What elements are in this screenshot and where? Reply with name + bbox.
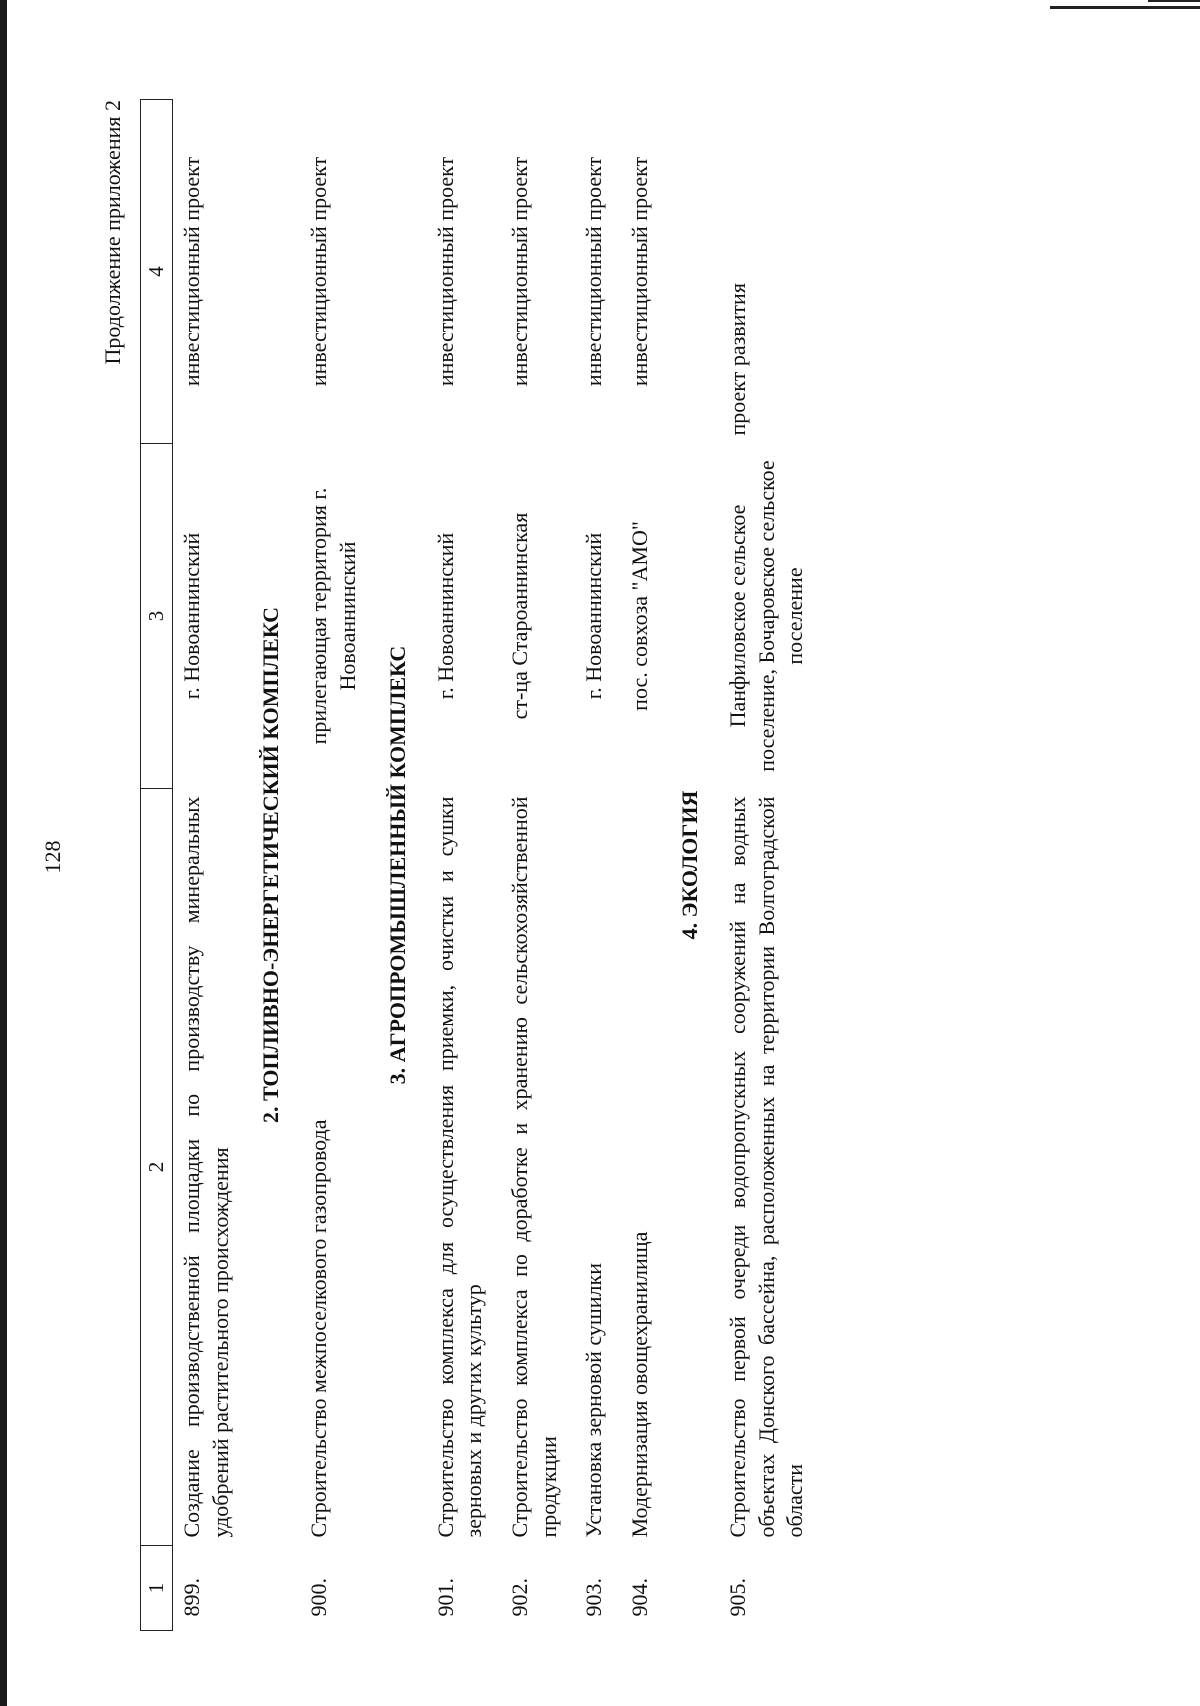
project-type: инвестиционный проект bbox=[179, 156, 205, 387]
project-type: инвестиционный проект bbox=[581, 156, 607, 387]
section-title: 2. ТОПЛИВНО-ЭНЕРГЕТИЧЕСКИЙ КОМПЛЕКС bbox=[258, 606, 284, 1124]
project-location: г. Новоаннинский bbox=[432, 532, 458, 700]
column-header-4: 4 bbox=[141, 100, 173, 444]
project-type: инвестиционный проект bbox=[507, 156, 533, 387]
project-name: Модернизация овощехранилища bbox=[626, 1231, 652, 1538]
table-row bbox=[427, 100, 501, 1631]
row-number: 904. bbox=[626, 1578, 652, 1617]
project-location: Панфиловское сельское поселение, Бочаровское сельское поселение bbox=[725, 460, 808, 772]
section-heading-row bbox=[374, 100, 427, 1631]
project-type: инвестиционный проект bbox=[432, 156, 458, 387]
project-name: Строительство комплекса по доработке и хранению сельскохозяйственной продукции bbox=[507, 796, 561, 1538]
column-header-2: 2 bbox=[141, 789, 173, 1546]
table-row bbox=[300, 100, 374, 1631]
table-row bbox=[575, 100, 621, 1631]
section-heading-row bbox=[247, 100, 300, 1631]
project-type: проект развития bbox=[725, 283, 751, 436]
project-location: г. Новоаннинский bbox=[581, 532, 607, 700]
project-location: пос. совхоза "АМО" bbox=[626, 521, 652, 711]
project-location: г. Новоаннинский bbox=[179, 532, 205, 700]
row-number: 902. bbox=[507, 1578, 533, 1617]
project-name: Строительство комплекса для осуществления приемки, очистки и сушки зерновых и других культур bbox=[432, 796, 487, 1538]
row-number: 899. bbox=[179, 1578, 205, 1617]
project-location: прилегающая территория г. Новоаннинский bbox=[306, 487, 360, 745]
section-title: 4. ЭКОЛОГИЯ bbox=[677, 790, 703, 940]
project-name: Установка зерновой сушилки bbox=[581, 1263, 607, 1538]
table-header-row bbox=[141, 100, 173, 1631]
table-row bbox=[501, 100, 575, 1631]
row-number: 903. bbox=[581, 1578, 607, 1617]
page-number: 128 bbox=[40, 840, 65, 874]
project-name: Создание производственной площадки по производству минеральных удобрений растительного происхождения bbox=[179, 796, 233, 1538]
row-number: 901. bbox=[432, 1578, 458, 1617]
table-row bbox=[621, 100, 667, 1631]
section-heading-row bbox=[666, 100, 719, 1631]
project-type: инвестиционный проект bbox=[306, 156, 332, 387]
projects-table bbox=[140, 99, 822, 1631]
table-row bbox=[173, 100, 248, 1631]
row-number: 900. bbox=[306, 1578, 332, 1617]
project-type: инвестиционный проект bbox=[626, 156, 652, 387]
project-name: Строительство первой очереди водопропускных сооружений на водных объектах Донского бассейна, расположенных на территории Волгоградской области bbox=[725, 796, 808, 1538]
table-row bbox=[719, 100, 822, 1631]
continuation-caption: Продолжение приложения 2 bbox=[100, 100, 125, 365]
project-location: ст-ца Староаннинская bbox=[507, 512, 533, 720]
section-title: 3. АГРОПРОМЫШЛЕННЫЙ КОМПЛЕКС bbox=[385, 645, 411, 1085]
row-number: 905. bbox=[725, 1578, 751, 1617]
column-header-1: 1 bbox=[141, 1546, 173, 1631]
column-header-3: 3 bbox=[141, 444, 173, 789]
project-name: Строительство межпоселкового газопровода bbox=[306, 1119, 332, 1538]
